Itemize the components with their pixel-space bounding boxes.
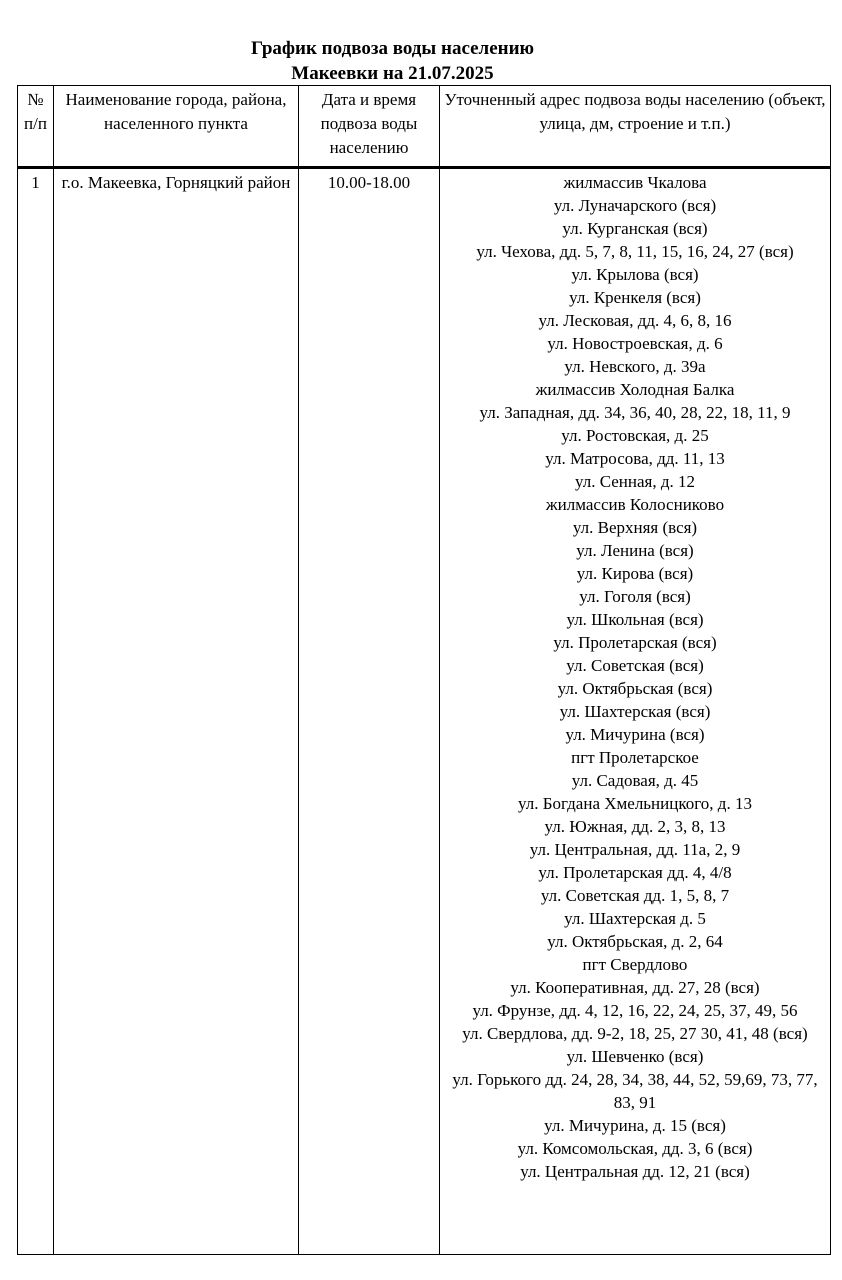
address-item: жилмассив Чкалова <box>563 173 707 192</box>
address-item: жилмассив Холодная Балка <box>535 380 735 399</box>
address-item: ул. Ленина (вся) <box>576 541 694 560</box>
address-item: ул. Мичурина (вся) <box>565 725 705 744</box>
address-item: ул. Шахтерская д. 5 <box>564 909 706 928</box>
address-item: ул. Ростовская, д. 25 <box>561 426 709 445</box>
address-item: ул. Чехова, дд. 5, 7, 8, 11, 15, 16, 24, 27 (вся) <box>476 242 794 261</box>
address-item: ул. Западная, дд. 34, 36, 40, 28, 22, 18, 11, 9 <box>479 403 791 422</box>
address-item: ул. Пролетарская (вся) <box>553 633 717 652</box>
address-item: ул. Шевченко (вся) <box>566 1047 704 1066</box>
document-title-line-1: График подвоза воды населению <box>250 38 535 59</box>
address-item: ул. Южная, дд. 2, 3, 8, 13 <box>544 817 726 836</box>
header-locality-name: Наименование города, района, населенного пункта <box>54 86 299 168</box>
address-item: ул. Сенная, д. 12 <box>574 472 696 491</box>
address-item: пгт Пролетарское <box>571 748 699 767</box>
address-item: ул. Лесковая, дд. 4, 6, 8, 16 <box>538 311 732 330</box>
address-item: ул. Фрунзе, дд. 4, 12, 16, 22, 24, 25, 37, 49, 56 <box>472 1001 798 1020</box>
address-item: ул. Шахтерская (вся) <box>559 702 711 721</box>
address-item: ул. Советская (вся) <box>566 656 704 675</box>
address-item: ул. Свердлова, дд. 9-2, 18, 25, 27 30, 41, 48 (вся) <box>462 1024 808 1043</box>
address-item: ул. Кренкеля (вся) <box>569 288 701 307</box>
address-item: ул. Школьная (вся) <box>566 610 704 629</box>
address-item: ул. Кирова (вся) <box>576 564 694 583</box>
address-item: ул. Центральная дд. 12, 21 (вся) <box>520 1162 750 1181</box>
address-item: ул. Садовая, д. 45 <box>571 771 699 790</box>
address-item: ул. Богдана Хмельницкого, д. 13 <box>518 794 752 813</box>
table-row <box>18 168 831 1255</box>
header-number: № п/п <box>18 86 54 168</box>
address-item: ул. Кооперативная, дд. 27, 28 (вся) <box>510 978 760 997</box>
document-title-line-2: Макеевки на 21.07.2025 <box>291 63 494 84</box>
address-item: ул. Луначарского (вся) <box>553 196 717 215</box>
address-item: ул. Пролетарская дд. 4, 4/8 <box>538 863 732 882</box>
address-item: пгт Свердлово <box>582 955 688 974</box>
water-delivery-schedule-table <box>17 85 831 1255</box>
header-address: Уточненный адрес подвоза воды населению (объект, улица, дм, строение и т.п.) <box>440 86 831 168</box>
row-locality-name: г.о. Макеевка, Горняцкий район <box>54 168 299 1255</box>
address-item: ул. Комсомольская, дд. 3, 6 (вся) <box>517 1139 753 1158</box>
address-item: ул. Матросова, дд. 11, 13 <box>545 449 725 468</box>
address-item: ул. Крылова (вся) <box>571 265 699 284</box>
row-number: 1 <box>18 168 54 1255</box>
address-item: ул. Мичурина, д. 15 (вся) <box>544 1116 726 1135</box>
address-item: ул. Новостроевская, д. 6 <box>547 334 723 353</box>
header-date-time: Дата и время подвоза воды населению <box>299 86 440 168</box>
address-item: ул. Гоголя (вся) <box>579 587 691 606</box>
address-item: ул. Курганская (вся) <box>562 219 708 238</box>
address-item: ул. Невского, д. 39а <box>564 357 706 376</box>
address-item: ул. Верхняя (вся) <box>572 518 698 537</box>
address-item: ул. Октябрьская (вся) <box>557 679 713 698</box>
row-date-time: 10.00-18.00 <box>299 168 440 1255</box>
address-item: ул. Советская дд. 1, 5, 8, 7 <box>540 886 730 905</box>
row-address-list <box>440 168 831 1255</box>
address-item: ул. Октябрьская, д. 2, 64 <box>547 932 723 951</box>
address-item: ул. Горького дд. 24, 28, 34, 38, 44, 52, 59,69, 73, 77, 83, 91 <box>452 1070 818 1112</box>
address-item: ул. Центральная, дд. 11а, 2, 9 <box>529 840 741 859</box>
address-item: жилмассив Колосниково <box>545 495 725 514</box>
table-header-row <box>18 86 831 168</box>
